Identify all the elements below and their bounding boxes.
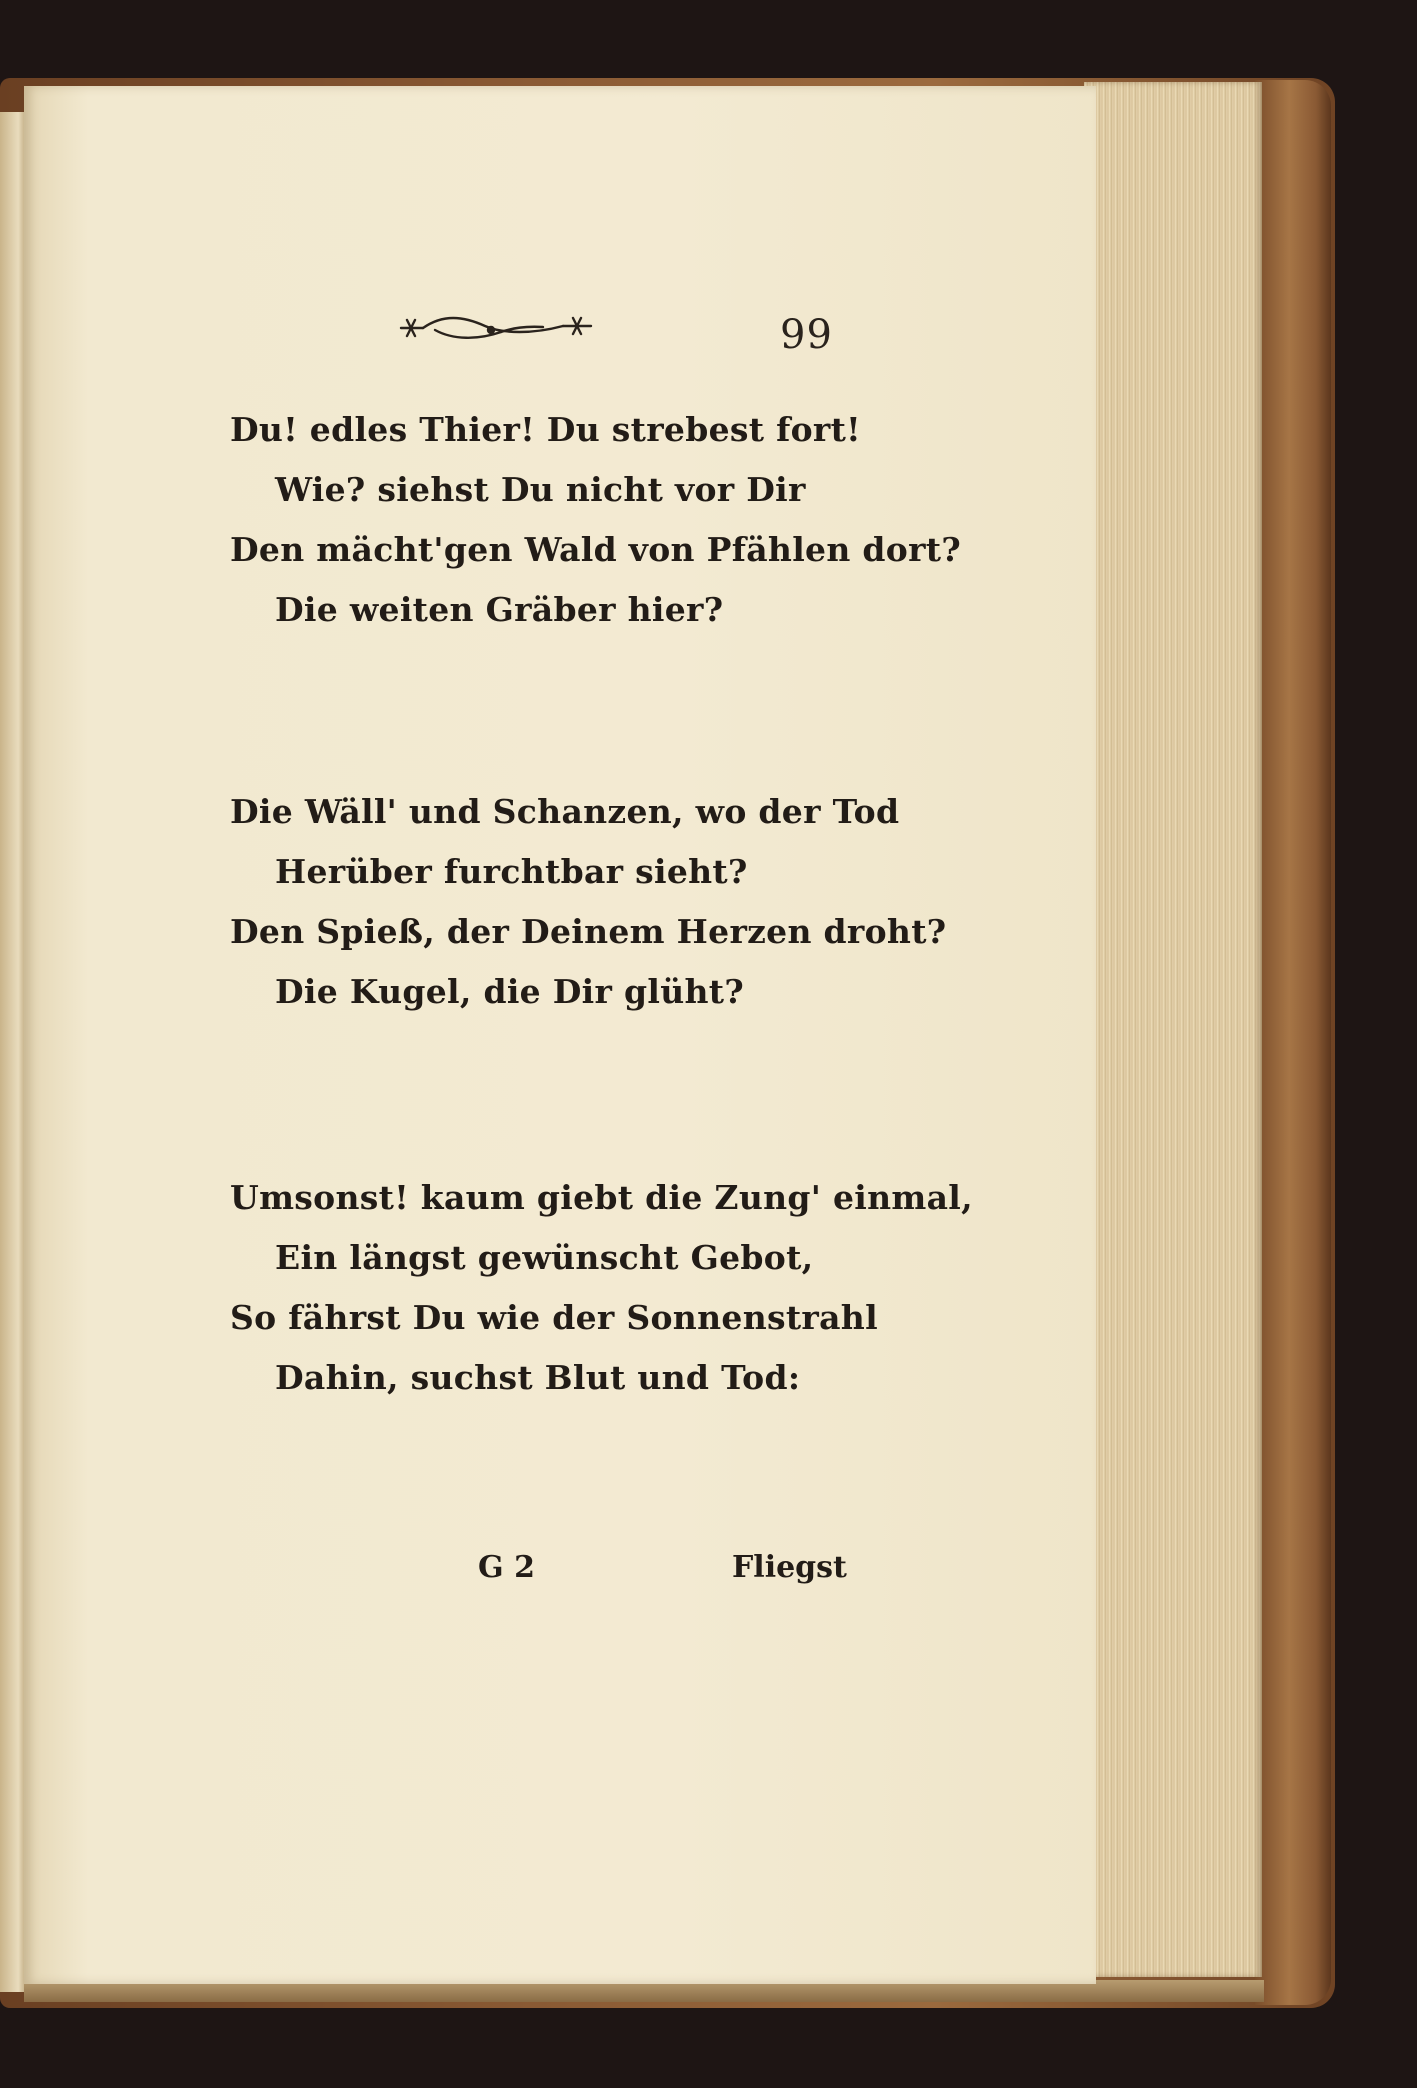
verse-line: Wie? siehst Du nicht vor Dir <box>275 470 806 509</box>
page-leaves-edge <box>1084 82 1262 1977</box>
page-number: 99 <box>780 312 833 358</box>
fleuron-ornament-icon <box>393 306 603 350</box>
verse-line: Herüber furchtbar sieht? <box>275 852 748 891</box>
verse-line: Die weiten Gräber hier? <box>275 590 724 629</box>
verse-line: Den mächt'gen Wald von Pfählen dort? <box>230 530 961 569</box>
verse-line: Den Spieß, der Deinem Herzen droht? <box>230 912 947 951</box>
stanza-2 <box>230 782 947 1022</box>
signature-mark: G 2 <box>478 1550 535 1585</box>
stanza-1 <box>230 400 961 640</box>
stanza-3 <box>230 1168 973 1408</box>
verse-line: Dahin, suchst Blut und Tod: <box>275 1358 801 1397</box>
verse-line: Die Wäll' und Schanzen, wo der Tod <box>230 792 900 831</box>
catchword: Fliegst <box>732 1550 847 1585</box>
verse-line: Die Kugel, die Dir glüht? <box>275 972 744 1011</box>
verse-line: Du! edles Thier! Du strebest fort! <box>230 410 861 449</box>
facing-page-edge <box>0 112 26 1992</box>
verse-line: So fährst Du wie der Sonnenstrahl <box>230 1298 878 1337</box>
binding-edge <box>1255 80 1331 2005</box>
book-page <box>24 86 1096 1984</box>
verse-line: Ein längst gewünscht Gebot, <box>275 1238 814 1277</box>
verse-line: Umsonst! kaum giebt die Zung' einmal, <box>230 1178 973 1217</box>
